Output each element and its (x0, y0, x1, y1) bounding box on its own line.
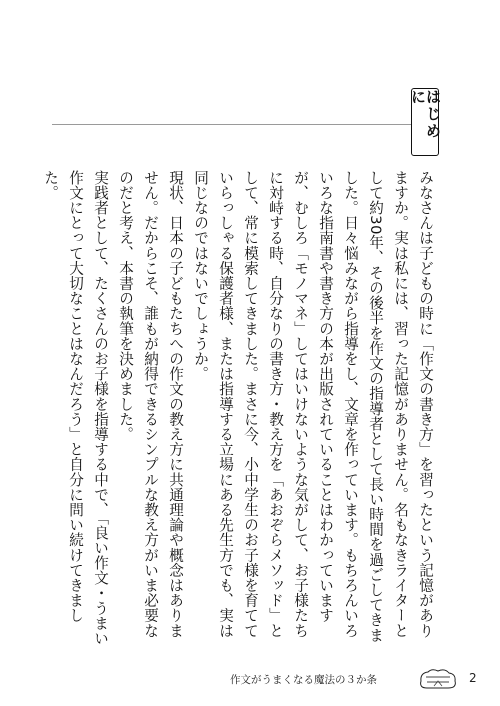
heading-rule (52, 124, 412, 125)
body-paragraph-1: みなさんは子どもの時に「作文の書き方」を習ったという記憶がありますか。実は私には、習った記憶がありません。名もなきライターとして約30年、その後半を作文の指導者として長い時間を過ごしてきました。日々悩みながら指導をし、文章を作っています。もちろんいろいろな指南書や書き方の本が出版されていることはわかっていますが、むしろ「モノマネ」してはいけないような気がして、お子様たちに対峙する時、自分なりの書き方・教え方を「あおぞらメソッド」として、常に模索してきました。まさに今、小中学生のお子様を育てていらっしゃる保護者様、または指導する立場にある先生方でも、実は同じなのではないでしょうか。 (192, 170, 434, 643)
school-logo-icon (418, 668, 458, 690)
page-footer (0, 668, 500, 692)
body-paragraph-2: 現状、日本の子どもたちへの作文の教え方に共通理論や概念はありません。だからこそ、誰もが納得できるシンプルな教え方がいま必要なのだと考え、本書の執筆を決めました。 (117, 170, 184, 639)
body-text (38, 170, 438, 646)
footer-book-title: 作文がうまくなる魔法の３か条 (230, 674, 377, 686)
page-heading: はじめに (409, 89, 442, 140)
heading-box (409, 88, 442, 156)
page-number: 2 (469, 671, 477, 685)
body-paragraph-3: 実践者として、たくさんのお子様を指導する中で、「良い作文・うまい作文にとって大切なことはなんだろう」と自分に問い続けてきました。 (42, 170, 109, 646)
